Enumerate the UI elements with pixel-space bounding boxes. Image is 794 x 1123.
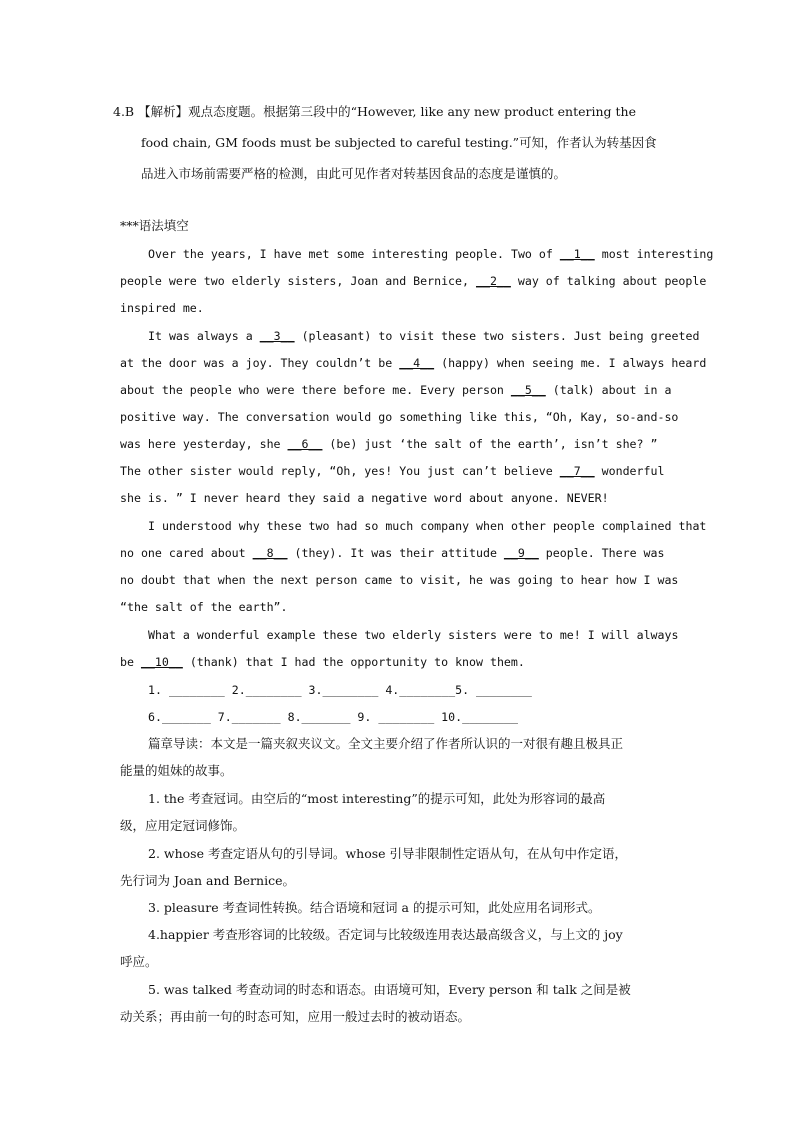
passage-line [148, 327, 699, 345]
passage-line [120, 462, 664, 480]
answer-blanks-row-2: 6._______ 7._______ 8._______ 9. ________ 10.________ [148, 710, 518, 724]
blank-8: __8__ [252, 546, 288, 560]
explanation-1-line-2: 级，应用定冠词修饰。 [120, 818, 246, 833]
blank-1: __1__ [559, 247, 595, 261]
passage-line [120, 653, 525, 671]
passage-line [120, 354, 706, 372]
passage-line [120, 381, 671, 399]
passage-line: positive way. The conversation would go something like this, “Oh, Kay, so-and-so [120, 410, 679, 424]
passage-line: I understood why these two had so much company when other people complained that [148, 519, 707, 533]
passage-text: (they). It was their attitude [287, 546, 504, 560]
explanation-4-line-2: 呼应。 [120, 954, 158, 969]
passage-text: at the door was a joy. They couldn’t be [120, 356, 400, 370]
passage-text: (talk) about in a [545, 383, 672, 397]
explanation-2-line-2: 先行词为 Joan and Bernice。 [120, 873, 295, 888]
passage-text: wonderful [594, 464, 665, 478]
passage-text: (pleasant) to visit these two sisters. Just being greeted [294, 329, 700, 343]
blank-9: __9__ [503, 546, 539, 560]
passage-text: The other sister would reply, “Oh, yes! You just can’t believe [120, 464, 560, 478]
answer-blanks-row-1: 1. ________ 2.________ 3.________ 4.________5. ________ [148, 683, 532, 697]
blank-4: __4__ [399, 356, 435, 370]
passage-text: Over the years, I have met some interesting people. Two of [148, 247, 560, 261]
passage-text: be [120, 655, 141, 669]
blank-7: __7__ [559, 464, 595, 478]
passage-text: people were two elderly sisters, Joan and Bernice, [120, 274, 476, 288]
explanation-5-line-1: 5. was talked 考查动词的时态和语态。由语境可知，Every person 和 talk 之间是被 [148, 982, 631, 997]
explanation-2-line-1: 2. whose 考查定语从句的引导词。whose 引导非限制性定语从句，在从句中作定语， [148, 846, 628, 861]
explanation-1-line-1: 1. the 考查冠词。由空后的“most interesting”的提示可知，此处为形容词的最高 [148, 791, 606, 806]
blank-2: __2__ [475, 274, 511, 288]
passage-text: (thank) that I had the opportunity to know them. [182, 655, 525, 669]
passage-text: about the people who were there before me. Every person [120, 383, 511, 397]
blank-3: __3__ [259, 329, 295, 343]
passage-text: was here yesterday, she [120, 437, 288, 451]
explanation-4-line-1: 4.happier 考查形容词的比较级。否定词与比较级连用表达最高级含义，与上文的 joy [148, 927, 623, 942]
passage-text: It was always a [148, 329, 260, 343]
passage-line: “the salt of the earth”. [120, 600, 288, 614]
passage-text: no one cared about [120, 546, 253, 560]
answer-4-line-1: 4.B 【解析】观点态度题。根据第三段中的“However, like any new product entering the [113, 104, 636, 119]
blank-5: __5__ [510, 383, 546, 397]
passage-text: way of talking about people [510, 274, 707, 288]
passage-text: (be) just ‘the salt of the earth’, isn’t she? ” [322, 437, 658, 451]
passage-line [120, 272, 706, 290]
passage-text: (happy) when seeing me. I always heard [434, 356, 707, 370]
passage-line: no doubt that when the next person came to visit, he was going to hear how I was [120, 573, 679, 587]
intro-line-1: 篇章导读：本文是一篇夹叙夹议文。全文主要介绍了作者所认识的一对很有趣且极具正 [148, 736, 624, 751]
passage-text: most interesting [594, 247, 714, 261]
explanation-5-line-2: 动关系；再由前一句的时态可知，应用一般过去时的被动语态。 [120, 1009, 471, 1024]
passage-line: she is. ” I never heard they said a negative word about anyone. NEVER! [120, 491, 609, 505]
answer-4-line-3: 品进入市场前需要严格的检测，由此可见作者对转基因食品的态度是谨慎的。 [141, 166, 567, 181]
passage-line [120, 435, 657, 453]
passage-line [148, 245, 713, 263]
passage-line: inspired me. [120, 301, 204, 315]
answer-4-line-2: food chain, GM foods must be subjected to careful testing.”可知，作者认为转基因食 [141, 135, 657, 150]
section-title: ***语法填空 [120, 218, 189, 233]
blank-10: __10__ [140, 655, 183, 669]
intro-line-2: 能量的姐妹的故事。 [120, 763, 233, 778]
explanation-3-line-1: 3. pleasure 考查词性转换。结合语境和冠词 a 的提示可知，此处应用名词形式。 [148, 900, 601, 915]
passage-line [120, 544, 664, 562]
passage-text: people. There was [538, 546, 665, 560]
passage-line: What a wonderful example these two elderly sisters were to me! I will always [148, 628, 679, 642]
blank-6: __6__ [287, 437, 323, 451]
